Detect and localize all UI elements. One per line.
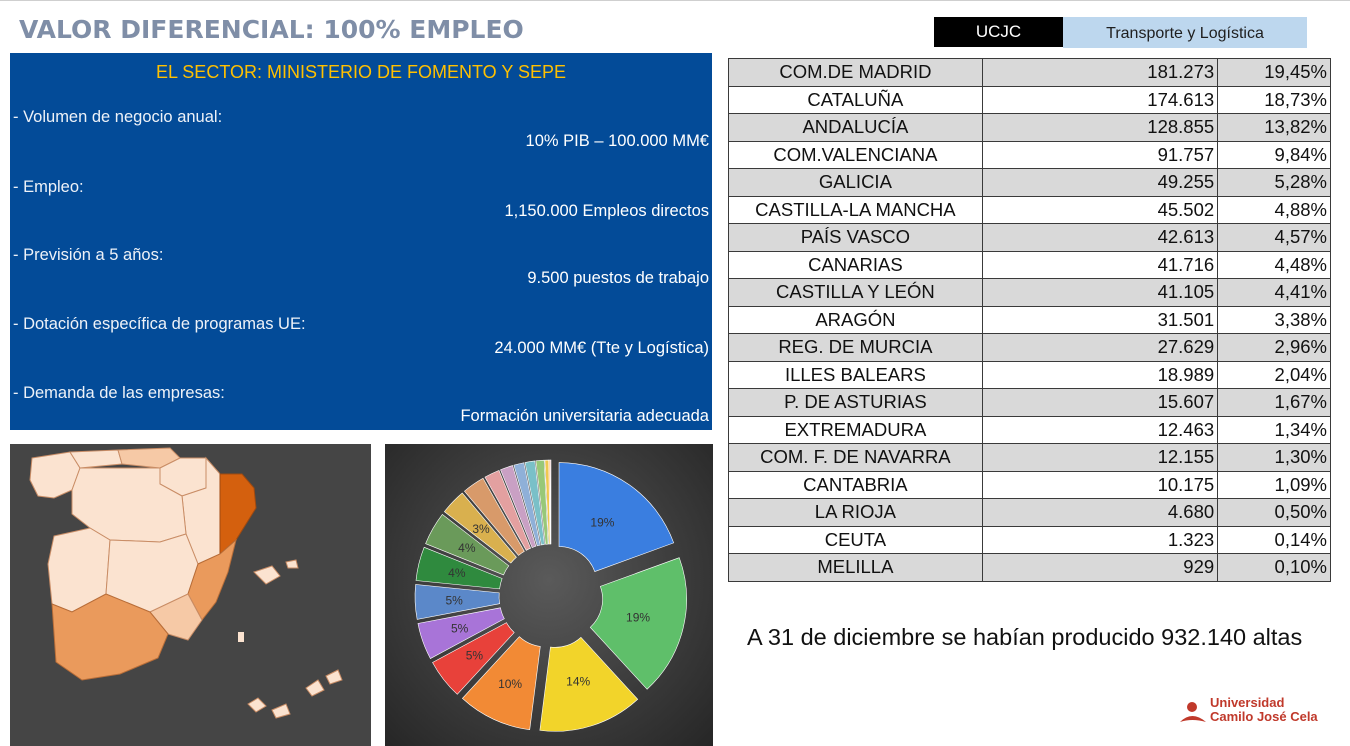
ucjc-logo: [1178, 695, 1318, 735]
count-cell: 181.273: [982, 59, 1217, 87]
count-cell: 12.155: [982, 444, 1217, 472]
region-cell: COM.DE MADRID: [729, 59, 983, 87]
top-border: [0, 0, 1350, 1]
pie-slice-label: 4%: [448, 565, 466, 580]
page-title: VALOR DIFERENCIAL: 100% EMPLEO: [19, 15, 524, 44]
percent-cell: 0,14%: [1218, 526, 1331, 554]
region-cell: REG. DE MURCIA: [729, 334, 983, 362]
percent-cell: 4,41%: [1218, 279, 1331, 307]
table-row: [729, 279, 1331, 307]
table-row: [729, 86, 1331, 114]
percent-cell: 3,38%: [1218, 306, 1331, 334]
ucjc-tag: UCJC: [934, 17, 1063, 47]
item-value-demand: Formación universitaria adecuada: [460, 407, 709, 425]
count-cell: 128.855: [982, 114, 1217, 142]
count-cell: 31.501: [982, 306, 1217, 334]
region-cell: COM. F. DE NAVARRA: [729, 444, 983, 472]
region-cell: P. DE ASTURIAS: [729, 389, 983, 417]
logo-line2: Camilo José Cela: [1210, 709, 1318, 724]
sector-info-panel: [10, 53, 712, 430]
table-row: [729, 471, 1331, 499]
item-label-demand: - Demanda de las empresas:: [13, 384, 225, 402]
count-cell: 91.757: [982, 141, 1217, 169]
region-cell: CANARIAS: [729, 251, 983, 279]
logo-line1: Universidad: [1210, 695, 1285, 710]
count-cell: 27.629: [982, 334, 1217, 362]
count-cell: 929: [982, 554, 1217, 582]
region-cell: COM.VALENCIANA: [729, 141, 983, 169]
pie-slice: [559, 463, 674, 572]
region-cell: PAÍS VASCO: [729, 224, 983, 252]
region-cell: GALICIA: [729, 169, 983, 197]
percent-cell: 13,82%: [1218, 114, 1331, 142]
map-region-ceuta-melilla: [238, 632, 244, 642]
percent-cell: 1,30%: [1218, 444, 1331, 472]
table-row: [729, 554, 1331, 582]
map-region-baleares: [254, 560, 298, 584]
percent-cell: 9,84%: [1218, 141, 1331, 169]
region-pie-chart: [385, 444, 713, 746]
item-label-employment: - Empleo:: [13, 178, 84, 196]
region-cell: CANTABRIA: [729, 471, 983, 499]
count-cell: 41.105: [982, 279, 1217, 307]
percent-cell: 1,67%: [1218, 389, 1331, 417]
table-row: [729, 526, 1331, 554]
item-value-eu-funds: 24.000 MM€ (Tte y Logística): [494, 339, 709, 357]
table-row: [729, 499, 1331, 527]
percent-cell: 19,45%: [1218, 59, 1331, 87]
count-cell: 49.255: [982, 169, 1217, 197]
table-row: [729, 334, 1331, 362]
map-region-catalonia: [220, 474, 256, 554]
spain-map: [10, 444, 371, 746]
percent-cell: 0,50%: [1218, 499, 1331, 527]
map-region-asturias: [70, 450, 122, 468]
item-value-volume: 10% PIB – 100.000 MM€: [525, 132, 709, 150]
map-region-canarias: [248, 670, 342, 718]
registrations-note: A 31 de diciembre se habían producido 932.140 altas: [747, 624, 1303, 650]
table-row: [729, 361, 1331, 389]
pie-slice-label: 19%: [590, 515, 615, 530]
item-value-forecast: 9.500 puestos de trabajo: [527, 269, 709, 287]
panel-heading: EL SECTOR: MINISTERIO DE FOMENTO Y SEPE: [155, 62, 567, 82]
percent-cell: 2,04%: [1218, 361, 1331, 389]
table-row: [729, 141, 1331, 169]
count-cell: 174.613: [982, 86, 1217, 114]
table-row: [729, 169, 1331, 197]
pie-slice-label: 4%: [458, 540, 476, 555]
table-row: [729, 59, 1331, 87]
sector-tag: Transporte y Logística: [1063, 17, 1307, 48]
percent-cell: 18,73%: [1218, 86, 1331, 114]
table-row: [729, 389, 1331, 417]
count-cell: 41.716: [982, 251, 1217, 279]
region-cell: ANDALUCÍA: [729, 114, 983, 142]
pie-slice-label: 3%: [472, 521, 490, 536]
ucjc-logo-text: [1210, 696, 1318, 724]
count-cell: 42.613: [982, 224, 1217, 252]
percent-cell: 5,28%: [1218, 169, 1331, 197]
percent-cell: 2,96%: [1218, 334, 1331, 362]
table-row: [729, 224, 1331, 252]
count-cell: 18.989: [982, 361, 1217, 389]
percent-cell: 4,88%: [1218, 196, 1331, 224]
region-cell: CASTILLA-LA MANCHA: [729, 196, 983, 224]
region-cell: CASTILLA Y LEÓN: [729, 279, 983, 307]
pie-slice-label: 10%: [498, 676, 523, 691]
item-value-employment: 1,150.000 Empleos directos: [504, 202, 709, 220]
pie-slice-label: 5%: [450, 621, 469, 636]
pie-slice-label: 5%: [445, 593, 463, 608]
pie-slice-label: 14%: [566, 674, 591, 689]
table-row: [729, 114, 1331, 142]
percent-cell: 4,48%: [1218, 251, 1331, 279]
percent-cell: 0,10%: [1218, 554, 1331, 582]
count-cell: 15.607: [982, 389, 1217, 417]
item-label-eu-funds: - Dotación específica de programas UE:: [13, 315, 306, 333]
table-row: [729, 251, 1331, 279]
table-row: [729, 306, 1331, 334]
region-cell: ILLES BALEARS: [729, 361, 983, 389]
percent-cell: 1,09%: [1218, 471, 1331, 499]
item-label-volume: - Volumen de negocio anual:: [13, 108, 223, 126]
table-row: [729, 196, 1331, 224]
pie-slice-label: 19%: [626, 610, 651, 625]
region-cell: EXTREMADURA: [729, 416, 983, 444]
item-label-forecast: - Previsión a 5 años:: [13, 246, 164, 264]
table-row: [729, 416, 1331, 444]
region-cell: CATALUÑA: [729, 86, 983, 114]
region-cell: ARAGÓN: [729, 306, 983, 334]
count-cell: 10.175: [982, 471, 1217, 499]
table-row: [729, 444, 1331, 472]
pie-slice-label: 5%: [465, 648, 484, 663]
count-cell: 1.323: [982, 526, 1217, 554]
region-cell: CEUTA: [729, 526, 983, 554]
region-cell: MELILLA: [729, 554, 983, 582]
count-cell: 12.463: [982, 416, 1217, 444]
count-cell: 45.502: [982, 196, 1217, 224]
count-cell: 4.680: [982, 499, 1217, 527]
percent-cell: 4,57%: [1218, 224, 1331, 252]
ucjc-logo-icon: [1178, 700, 1208, 730]
regions-table: [728, 58, 1331, 582]
region-cell: LA RIOJA: [729, 499, 983, 527]
percent-cell: 1,34%: [1218, 416, 1331, 444]
